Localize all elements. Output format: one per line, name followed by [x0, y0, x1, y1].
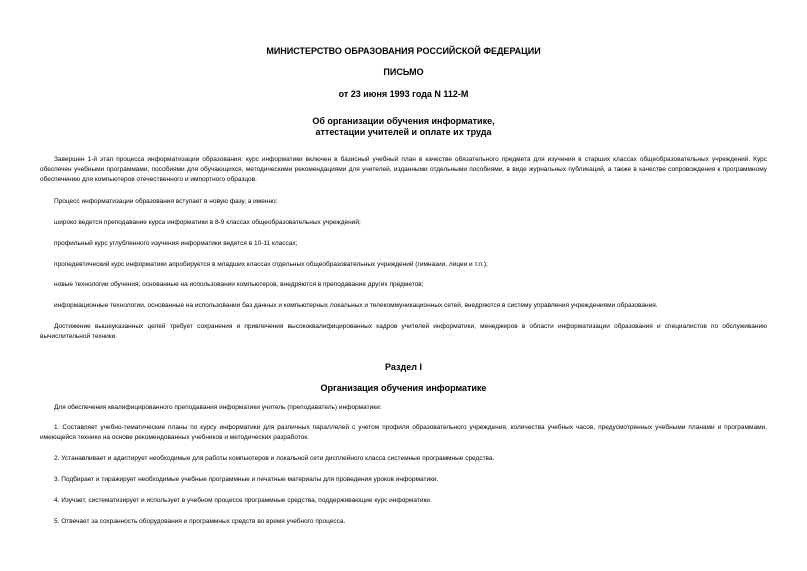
- list-item-propaedeutic: пропедевтический курс информатики апробируется в младших классах отдельных общеобразовательных учреждений (гимназии, лицеи и т.п.);: [54, 261, 488, 268]
- section-title: Организация обучения информатике: [320, 383, 487, 393]
- document-date-number: от 23 июня 1993 года N 112-М: [338, 89, 469, 99]
- section-item-1: 1. Составляет учебно-тематические планы по курсу информатики для различных параллелей с учетом профиля образовательного учреждения, количества учебных часов, предусмотренных учебными планами и программами, имеющейся техники на основе рекомендованных учебников и методических разработок.: [40, 424, 767, 441]
- paragraph-staff: Достижение вышеуказанных целей требует сохранения и привлечения высококвалифицированных кадров учителей информатики, менеджеров в области информатизации образования и специалистов по обслуживанию вычислительной техники.: [40, 323, 767, 340]
- list-item-information-technologies: информационные технологии, основанные на использовании баз данных и компьютерных локальных и телекоммуникационных сетей, внедряются в систему управления учреждениями образования.: [54, 302, 658, 309]
- list-item-grades-10-11: профильный курс углубленного изучения информатики ведется в 10-11 классах;: [54, 240, 298, 247]
- paragraph-new-phase: Процесс информатизации образования вступает в новую фазу, а именно:: [54, 198, 278, 205]
- document-title-line-2: аттестации учителей и оплате их труда: [315, 127, 492, 137]
- ministry-heading: МИНИСТЕРСТВО ОБРАЗОВАНИЯ РОССИЙСКОЙ ФЕДЕРАЦИИ: [266, 46, 541, 56]
- list-item-new-technologies: новые технологии обучения, основанные на использовании компьютеров, внедряются в преподавание других предметов;: [54, 281, 424, 288]
- document-type: ПИСЬМО: [383, 67, 424, 77]
- document-title-line-1: Об организации обучения информатике,: [312, 116, 495, 126]
- list-item-grades-8-9: широко ведется преподавание курса информатики в 8-9 классах общеобразовательных учреждений;: [54, 219, 361, 226]
- section-item-4: 4. Изучает, систематизирует и использует в учебном процессе программные средства, поддерживающие курс информатики.: [54, 497, 432, 504]
- section-item-2: 2. Устанавливает и адаптирует необходимые для работы компьютеров и локальной сети дисплейного класса системные программные средства.: [54, 455, 495, 462]
- section-intro: Для обеспечения квалифицированного преподавания информатики учитель (преподаватель) информатики:: [54, 404, 382, 411]
- section-label: Раздел I: [385, 362, 422, 372]
- section-item-3: 3. Подбирает и тиражирует необходимые учебные программные и печатные материалы для проведения уроков информатики.: [54, 476, 439, 483]
- section-item-5: 5. Отвечает за сохранность оборудования и программных средств во время учебного процесса.: [54, 518, 346, 525]
- paragraph-intro: Завершен 1-й этап процесса информатизации образования: курс информатики включен в базисный учебный план в качестве обязательного предмета для изучения в старших классах общеобразовательных учреждений. Курс обеспечен учебными программами, пособиями для обучающихся, методическими рекомендациями для учителей, изданными отдельными пособиями, в виде журнальных публикаций, а также в качестве сопровождения к программному обеспечению для компьютеров отечественного и импортного образцов.: [40, 156, 767, 183]
